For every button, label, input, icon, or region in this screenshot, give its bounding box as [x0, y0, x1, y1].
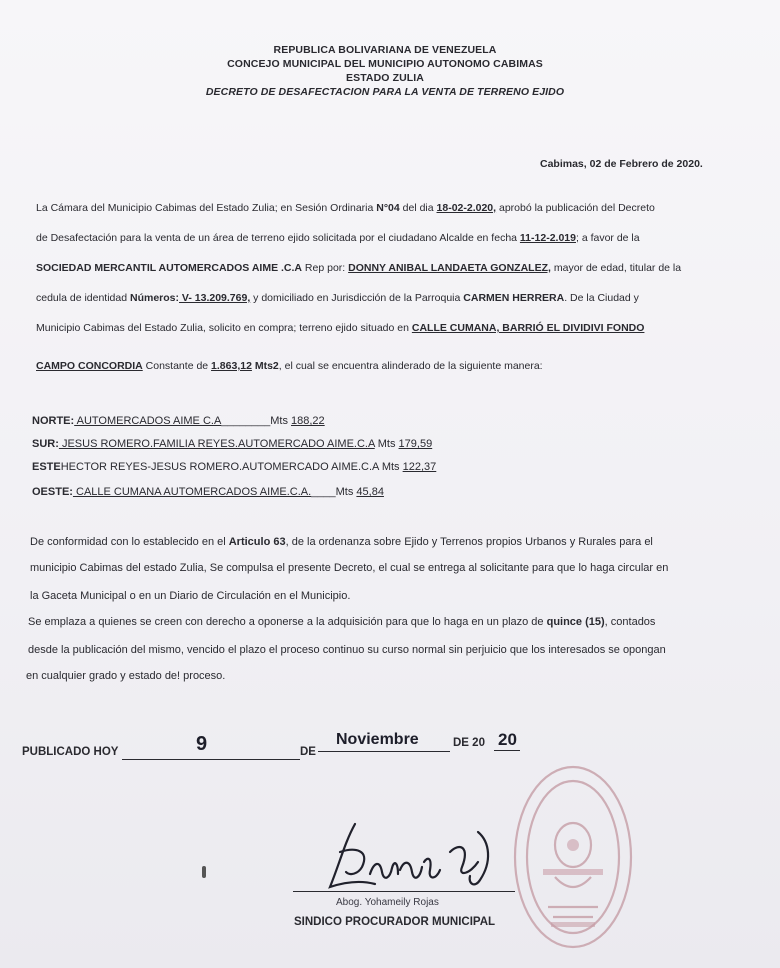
de-label-2: DE 20 — [453, 737, 485, 749]
text: de Desafectación para la venta de un área de terreno ejido solicitada por el ciudadano Alcalde en fecha — [36, 232, 520, 244]
month-blank — [318, 751, 450, 752]
boundary-label: ESTE — [32, 461, 61, 473]
text: y domiciliado en Jurisdicción de la Parroquia — [250, 292, 464, 304]
text: Se emplaza a quienes se creen con derecho a oponerse a la adquisición para que lo haga en un plazo de — [28, 616, 547, 628]
paragraph-line-1 — [30, 536, 653, 548]
header-state: ESTADO ZULIA — [345, 72, 424, 84]
signature-line — [293, 891, 515, 892]
area-unit: Mts2 — [251, 360, 279, 372]
area-value: 1.863,12 — [211, 360, 252, 372]
handwritten-month: Noviembre — [336, 731, 419, 748]
boundary-north — [32, 415, 325, 427]
boundary-length: 45,84 — [356, 486, 384, 498]
published-label: PUBLICADO HOY — [22, 746, 119, 758]
company-name: SOCIEDAD MERCANTIL AUTOMERCADOS AIME .C.A — [36, 262, 303, 274]
boundary-length: 179,59 — [398, 438, 433, 450]
text: Constante de — [142, 360, 212, 372]
text: , el cual se encuentra alinderado de la siguiente manera: — [278, 360, 543, 372]
paragraph-line-6: en cualquier grado y estado de! proceso. — [26, 670, 226, 682]
blank-line: ____ — [311, 486, 336, 498]
boundary-value: AUTOMERCADOS AIME C.A — [74, 415, 222, 427]
header-republic: REPUBLICA BOLIVARIANA DE VENEZUELA — [273, 44, 497, 56]
handwritten-year: 20 — [498, 730, 517, 749]
boundary-value: CALLE CUMANA AUTOMERCADOS AIME.C.A. — [72, 486, 312, 498]
text: aprobó la publicación del Decreto — [496, 202, 655, 214]
boundary-value: HECTOR REYES-JESUS ROMERO.AUTOMERCADO AIME.C.A — [60, 461, 379, 473]
body-line-6 — [36, 360, 543, 372]
text: . De la Ciudad y — [564, 292, 639, 304]
boundary-label: NORTE: — [32, 415, 75, 427]
signer-name: Abog. Yohameily Rojas — [336, 897, 439, 908]
representative-name: DONNY ANIBAL LANDAETA GONZALEZ, — [348, 262, 551, 274]
text: Municipio Cabimas del Estado Zulia, solicito en compra; terreno ejido situado en — [36, 322, 412, 334]
text: , contados — [604, 616, 656, 628]
body-line-1 — [36, 202, 655, 214]
boundary-label: SUR: — [32, 438, 59, 450]
body-line-3 — [36, 262, 681, 274]
session-number: N°04 — [376, 202, 400, 214]
body-line-2 — [36, 232, 640, 244]
signer-title: SINDICO PROCURADOR MUNICIPAL — [294, 916, 496, 928]
ink-mark — [202, 866, 206, 878]
sector-name: CAMPO CONCORDIA — [36, 360, 143, 372]
mts-label: Mts — [335, 486, 357, 498]
request-date: 11-12-2.019 — [519, 232, 576, 244]
paragraph-line-4 — [28, 616, 655, 628]
article-ref: Articulo 63 — [228, 536, 286, 548]
year-blank — [494, 750, 520, 751]
paragraph-line-2: municipio Cabimas del estado Zulia, Se compulsa el presente Decreto, el cual se entrega al solicitante para que lo haga circular en — [30, 562, 669, 574]
paragraph-line-3: la Gaceta Municipal o en un Diario de Circulación en el Municipio. — [30, 590, 351, 602]
header-council: CONCEJO MUNICIPAL DEL MUNICIPIO AUTONOMO CABIMAS — [227, 58, 543, 70]
paragraph-line-5: desde la publicación del mismo, vencido el plazo el proceso continuo su curso normal sin perjuicio que los interesados se opongan — [28, 644, 666, 656]
boundary-label: OESTE: — [32, 486, 73, 498]
text: Rep por: — [302, 262, 349, 274]
text: cedula de identidad — [36, 292, 130, 304]
mts-label: Mts — [378, 461, 403, 473]
boundary-west — [32, 486, 384, 498]
boundary-south — [32, 438, 432, 450]
session-date: 18-02-2.020, — [436, 202, 497, 214]
body-line-4 — [36, 292, 639, 304]
header-decree-title: DECRETO DE DESAFECTACION PARA LA VENTA DE TERRENO EJIDO — [205, 86, 565, 98]
numbers-label: Números: — [130, 292, 180, 304]
blank-line: ________ — [221, 415, 271, 427]
id-number: V- 13.209.769, — [179, 292, 251, 304]
text: La Cámara del Municipio Cabimas del Estado Zulia; en Sesión Ordinaria — [36, 202, 377, 214]
date-line: Cabimas, 02 de Febrero de 2020. — [540, 158, 703, 170]
body-line-5 — [36, 322, 644, 334]
de-label-1: DE — [300, 746, 316, 758]
boundary-east — [32, 461, 436, 473]
handwritten-day: 9 — [196, 733, 208, 755]
parish-name: CARMEN HERRERA — [463, 292, 565, 304]
term-days: quince (15) — [546, 616, 605, 628]
text: , de la ordenanza sobre Ejido y Terrenos propios Urbanos y Rurales para el — [285, 536, 653, 548]
text: De conformidad con lo establecido en el — [30, 536, 229, 548]
boundary-value: JESUS ROMERO.FAMILIA REYES.AUTOMERCADO AIME.C.A — [58, 438, 375, 450]
mts-label: Mts — [270, 415, 292, 427]
text: del dia — [399, 202, 437, 214]
municipal-seal-stamp — [503, 757, 633, 957]
text: mayor de edad, titular de la — [550, 262, 682, 274]
text: ; a favor de la — [575, 232, 640, 244]
boundary-length: 188,22 — [291, 415, 325, 427]
mts-label: Mts — [374, 438, 399, 450]
handwritten-signature — [300, 812, 510, 907]
day-blank — [122, 759, 300, 760]
boundary-length: 122,37 — [402, 461, 437, 473]
land-address: CALLE CUMANA, BARRIÓ EL DIVIDIVI FONDO — [411, 322, 645, 334]
